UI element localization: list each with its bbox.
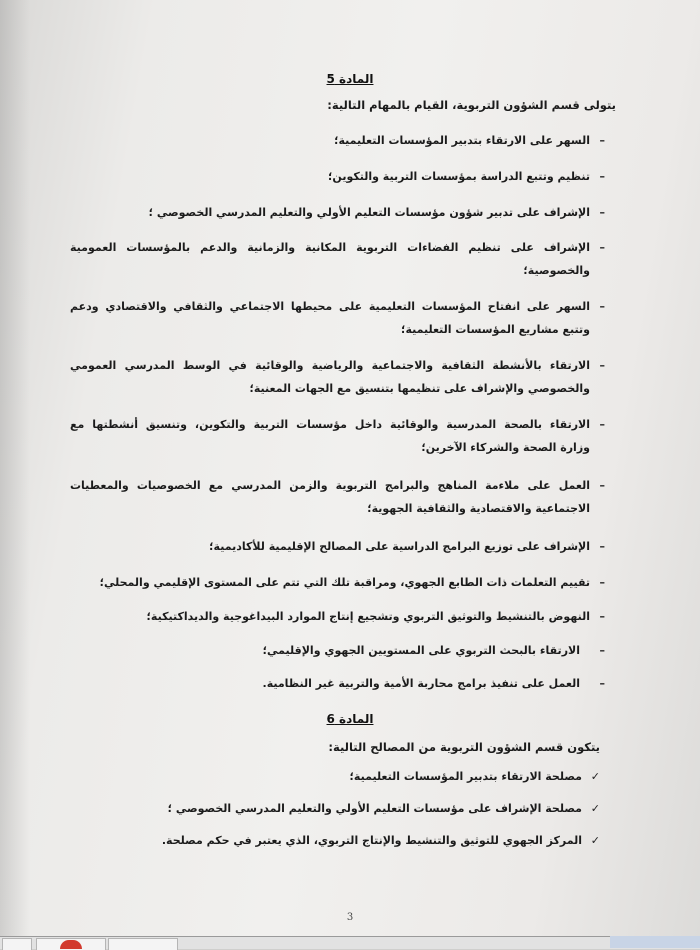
article6-intro: يتكون قسم الشؤون التربوية من المصالح التالية:: [328, 740, 600, 754]
article5-item: الإشراف على توزيع البرامج الدراسية على المصالح الإقليمية للأكاديمية؛: [209, 540, 590, 553]
bullet-dash-icon: –: [599, 300, 605, 313]
check-icon: ✓: [590, 802, 600, 815]
article6-item: مصلحة الإشراف على مؤسسات التعليم الأولي والتعليم المدرسي الخصوصي ؛: [167, 802, 582, 815]
article5-item: الارتقاء بالأنشطة الثقافية والاجتماعية والرياضية والوقائية في الوسط المدرسي العمومي: [70, 359, 590, 372]
article5-item-continuation: والخصوصية؛: [523, 264, 590, 277]
bullet-dash-icon: –: [599, 206, 605, 219]
page-shadow: [0, 0, 30, 936]
article5-item: الارتقاء بالبحث التربوي على المستويين الجهوي والإقليمي؛: [262, 644, 580, 657]
check-icon: ✓: [590, 770, 600, 783]
check-icon: ✓: [590, 834, 600, 847]
taskbar-button[interactable]: [2, 938, 32, 950]
article5-intro: يتولى قسم الشؤون التربوية، القيام بالمهام التالية:: [327, 98, 616, 112]
bullet-dash-icon: –: [599, 644, 605, 657]
article5-item: العمل على تنفيذ برامج محاربة الأمية والتربية غير النظامية.: [262, 677, 580, 690]
bullet-dash-icon: –: [599, 359, 605, 372]
article5-item-continuation: والخصوصي والإشراف على تنظيمها بتنسيق مع الجهات المعنية؛: [249, 382, 590, 395]
article5-item: تنظيم وتتبع الدراسة بمؤسسات التربية والتكوين؛: [328, 170, 590, 183]
article5-item: الارتقاء بالصحة المدرسية والوقائية داخل مؤسسات التربية والتكوين، وتنسيق أنشطتها مع: [70, 418, 590, 431]
article5-item: الإشراف على تنظيم الفضاءات التربوية المكانية والزمانية والدعم بالمؤسسات العمومية: [70, 241, 590, 254]
article6-item: المركز الجهوي للتوثيق والتنشيط والإنتاج التربوي، الذي يعتبر في حكم مصلحة.: [161, 834, 582, 847]
bullet-dash-icon: –: [599, 170, 605, 183]
article5-item-continuation: الاجتماعية والاقتصادية والثقافية الجهوية؛: [367, 502, 590, 515]
article5-item-continuation: وتتبع مشاريع المؤسسات التعليمية؛: [401, 323, 590, 336]
bullet-dash-icon: –: [599, 241, 605, 254]
article5-item-continuation: وزارة الصحة والشركاء الآخرين؛: [421, 441, 590, 454]
article5-item: تقييم التعلمات ذات الطابع الجهوي، ومراقبة تلك التي تتم على المستوى الإقليمي والمحلي؛: [99, 576, 590, 589]
page-number: 3: [346, 912, 354, 923]
article6-title: المادة 6: [326, 712, 374, 726]
article5-item: النهوض بالتنشيط والتوثيق التربوي وتشجيع إنتاج الموارد البيداغوجية والديداكتيكية؛: [146, 610, 590, 623]
bullet-dash-icon: –: [599, 540, 605, 553]
bullet-dash-icon: –: [599, 576, 605, 589]
article5-title: المادة 5: [326, 72, 374, 86]
article5-item: الإشراف على تدبير شؤون مؤسسات التعليم الأولي والتعليم المدرسي الخصوصي ؛: [148, 206, 590, 219]
article5-item: السهر على انفتاح المؤسسات التعليمية على محيطها الاجتماعي والثقافي والاقتصادي ودعم: [70, 300, 590, 313]
article5-item: السهر على الارتقاء بتدبير المؤسسات التعليمية؛: [334, 134, 590, 147]
taskbar-button[interactable]: [108, 938, 178, 950]
bullet-dash-icon: –: [599, 610, 605, 623]
taskbar: [0, 936, 700, 949]
bullet-dash-icon: –: [599, 418, 605, 431]
bullet-dash-icon: –: [599, 677, 605, 690]
taskbar-tray: [610, 936, 700, 948]
article6-item: مصلحة الارتقاء بتدبير المؤسسات التعليمية؛: [349, 770, 582, 783]
bullet-dash-icon: –: [599, 479, 605, 492]
article5-item: العمل على ملاءمة المناهج والبرامج التربوية والزمن المدرسي مع الخصوصيات والمعطيات: [70, 479, 590, 492]
bullet-dash-icon: –: [599, 134, 605, 147]
